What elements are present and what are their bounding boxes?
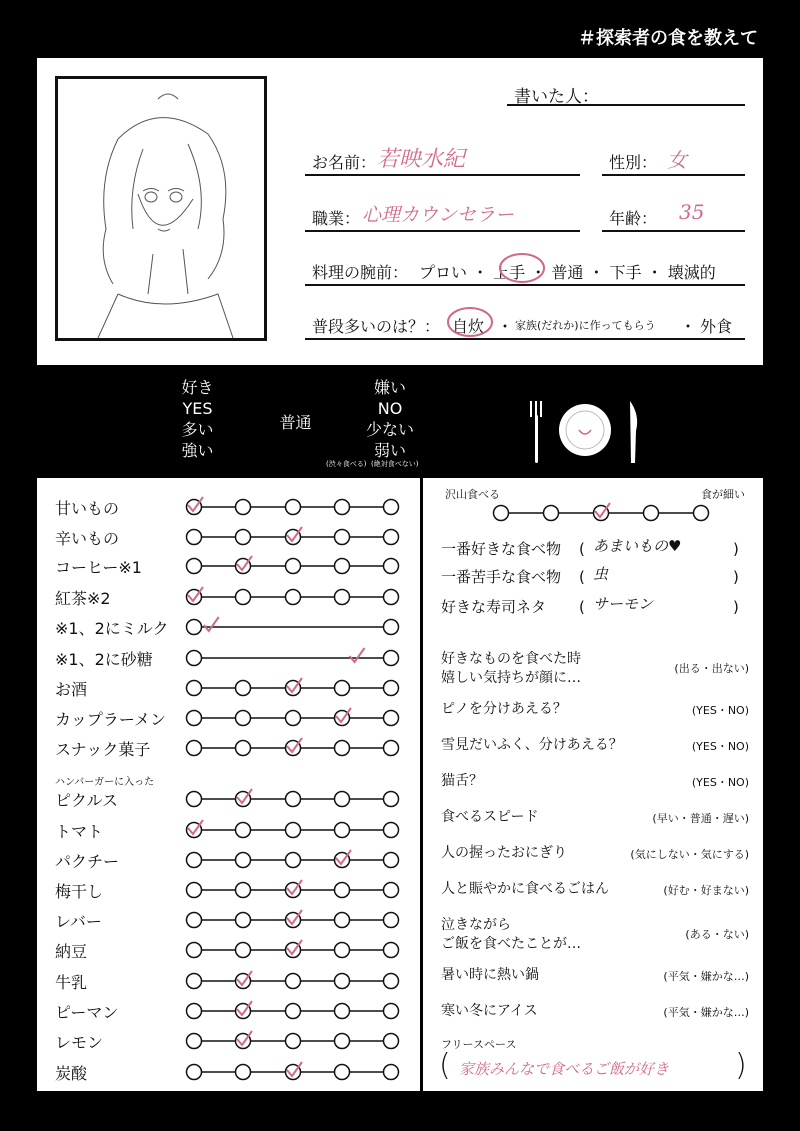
scale-row-16 bbox=[187, 971, 399, 989]
plate-cutlery-icon bbox=[525, 395, 655, 465]
appetite-scale-right-label: 食が細い bbox=[701, 488, 745, 501]
scale-row-label: カップラーメン bbox=[55, 710, 167, 729]
meal-label: 普段多いのは？： bbox=[312, 317, 441, 336]
legend-right-line-1: 嫌い bbox=[373, 378, 406, 397]
portrait-frame bbox=[55, 76, 267, 341]
scale-option-3[interactable] bbox=[286, 1034, 301, 1049]
scale-option-5[interactable] bbox=[384, 913, 399, 928]
free-space-bracket-right: ) bbox=[735, 1048, 747, 1083]
scale-row-label: 炭酸 bbox=[55, 1064, 88, 1083]
scale-row-9 bbox=[187, 738, 399, 756]
question-options[interactable]: (YES・NO) bbox=[691, 776, 749, 789]
legend bbox=[0, 365, 800, 477]
job-label: 職業： bbox=[312, 209, 361, 228]
scale-row-8 bbox=[187, 708, 399, 726]
scale-option-1[interactable] bbox=[187, 559, 202, 574]
questions-panel bbox=[423, 478, 763, 1091]
question-label: 寒い冬にアイス bbox=[441, 1003, 538, 1019]
scale-option-5[interactable] bbox=[384, 943, 399, 958]
appetite-option-4[interactable] bbox=[644, 506, 659, 521]
meal-option-eatout: 外食 bbox=[700, 317, 733, 336]
writer-underline bbox=[507, 104, 745, 106]
scale-option-3[interactable] bbox=[286, 823, 301, 838]
gender-label: 性別： bbox=[609, 153, 658, 172]
question-label: 人の握ったおにぎり bbox=[441, 845, 567, 861]
scale-option-1[interactable] bbox=[187, 883, 202, 898]
scale-row-label: 辛いもの bbox=[55, 529, 120, 548]
scale-option-4[interactable] bbox=[335, 1065, 350, 1080]
question-label: 暑い時に熱い鍋 bbox=[441, 967, 539, 983]
scale-row-label: ※1、2に砂糖 bbox=[55, 650, 153, 669]
scale-option-1[interactable] bbox=[187, 530, 202, 545]
question-label: 食べるスピード bbox=[441, 809, 539, 825]
favorite-bracket-open: ( bbox=[579, 598, 585, 616]
scale-option-5[interactable] bbox=[384, 1034, 399, 1049]
scale-row-4 bbox=[187, 587, 399, 605]
scale-option-4[interactable] bbox=[335, 741, 350, 756]
scale-row-10 bbox=[187, 789, 399, 807]
favorite-bracket-open: ( bbox=[579, 568, 585, 586]
scale-row-label: トマト bbox=[55, 822, 104, 841]
scale-row-label: レバー bbox=[55, 912, 102, 931]
scale-row-13 bbox=[187, 880, 399, 898]
legend-left-line-3: 多い bbox=[181, 420, 214, 439]
favorite-bracket-close: ) bbox=[733, 598, 739, 616]
cooking-selected-circle bbox=[497, 251, 547, 285]
favorite-label: 好きな寿司ネタ bbox=[441, 598, 547, 616]
scale-row-label: 牛乳 bbox=[55, 973, 88, 992]
scale-option-5[interactable] bbox=[384, 711, 399, 726]
job-value: 心理カウンセラー bbox=[362, 204, 515, 226]
question-label: 雪見だいふく、分けあえる？ bbox=[441, 737, 623, 753]
free-space-bracket-left: ( bbox=[439, 1048, 451, 1083]
scale-row-5 bbox=[187, 617, 399, 635]
scale-option-2[interactable] bbox=[236, 913, 251, 928]
scale-option-5[interactable] bbox=[384, 590, 399, 605]
scale-row-12 bbox=[187, 850, 399, 868]
scale-option-3[interactable] bbox=[286, 1004, 301, 1019]
question-options[interactable]: (YES・NO) bbox=[691, 704, 749, 717]
scale-end-left[interactable] bbox=[187, 620, 202, 635]
scale-row-17 bbox=[187, 1001, 399, 1019]
scale-row-11 bbox=[187, 820, 399, 838]
legend-right-line-4: 弱い bbox=[373, 441, 406, 460]
question-options[interactable]: (早い・普通・遅い) bbox=[652, 812, 749, 825]
scale-row-18 bbox=[187, 1031, 399, 1049]
favorite-bracket-close: ) bbox=[733, 568, 739, 586]
scale-row-7 bbox=[187, 678, 399, 696]
scale-option-2[interactable] bbox=[236, 741, 251, 756]
question-options[interactable]: (平気・嫌かな…) bbox=[663, 1006, 749, 1019]
age-underline bbox=[602, 230, 745, 232]
meal-selected-circle bbox=[445, 305, 495, 339]
scale-option-2[interactable] bbox=[236, 711, 251, 726]
appetite-option-1[interactable] bbox=[494, 506, 509, 521]
scale-row-14 bbox=[187, 910, 399, 928]
favorite-value: サーモン bbox=[593, 595, 654, 613]
scale-option-5[interactable] bbox=[384, 681, 399, 696]
scale-option-1[interactable] bbox=[187, 913, 202, 928]
legend-right-line-2: NO bbox=[377, 399, 403, 418]
scale-row-15 bbox=[187, 940, 399, 958]
age-value: 35 bbox=[679, 200, 705, 224]
free-space-label: フリースペース bbox=[441, 1038, 517, 1051]
scale-option-5[interactable] bbox=[384, 741, 399, 756]
meal-sep-1: ・ bbox=[497, 317, 514, 336]
scale-row-sublabel: ハンバーガーに入った bbox=[55, 777, 155, 788]
scale-row-label: コーヒー※1 bbox=[55, 558, 142, 577]
meal-option-family: 家族(だれか)に作ってもらう bbox=[515, 319, 656, 332]
age-label: 年齢： bbox=[609, 209, 658, 228]
scale-row-label: 紅茶※2 bbox=[55, 589, 111, 608]
scale-option-1[interactable] bbox=[187, 1004, 202, 1019]
scale-option-1[interactable] bbox=[187, 792, 202, 807]
scale-row-label: お酒 bbox=[55, 680, 88, 699]
scale-option-4[interactable] bbox=[335, 681, 350, 696]
scale-row-3 bbox=[187, 556, 399, 574]
question-label: 泣きながら ご飯を食べたことが… bbox=[441, 917, 581, 952]
scale-row-1 bbox=[187, 497, 399, 515]
name-value: 若映水紀 bbox=[377, 147, 466, 172]
job-underline bbox=[305, 230, 580, 232]
scale-option-2[interactable] bbox=[236, 530, 251, 545]
question-options[interactable]: (YES・NO) bbox=[691, 740, 749, 753]
scale-option-5[interactable] bbox=[384, 883, 399, 898]
scale-end-right[interactable] bbox=[384, 620, 399, 635]
scale-option-4[interactable] bbox=[335, 1004, 350, 1019]
scale-option-5[interactable] bbox=[384, 974, 399, 989]
scale-option-1[interactable] bbox=[187, 711, 202, 726]
question-options[interactable]: (ある・ない) bbox=[685, 928, 749, 941]
scale-option-2[interactable] bbox=[236, 681, 251, 696]
scale-row-label: レモン bbox=[55, 1033, 104, 1052]
scale-option-2[interactable] bbox=[236, 943, 251, 958]
cooking-label: 料理の腕前： bbox=[312, 263, 409, 282]
scale-end-right[interactable] bbox=[384, 651, 399, 666]
scale-row-2 bbox=[187, 527, 399, 545]
appetite-scale-left-label: 沢山食べる bbox=[445, 488, 500, 501]
scale-option-4[interactable] bbox=[335, 883, 350, 898]
scale-option-4[interactable] bbox=[335, 974, 350, 989]
scale-option-4[interactable] bbox=[335, 530, 350, 545]
gender-value: 女 bbox=[667, 148, 687, 172]
scale-row-label: ピーマン bbox=[55, 1003, 119, 1022]
meal-option-self: 自炊 bbox=[452, 317, 485, 336]
question-label: 好きなものを食べた時 嬉しい気持ちが顔に… bbox=[441, 651, 581, 686]
question-options[interactable]: (気にしない・気にする) bbox=[630, 848, 749, 861]
scale-option-4[interactable] bbox=[335, 559, 350, 574]
scale-row-19 bbox=[187, 1062, 399, 1080]
scale-option-3[interactable] bbox=[286, 559, 301, 574]
legend-note-right: (絶対食べない) bbox=[371, 460, 419, 468]
scale-option-5[interactable] bbox=[384, 792, 399, 807]
meal-sep-2: ・ bbox=[680, 317, 697, 336]
appetite-option-5[interactable] bbox=[694, 506, 709, 521]
scale-option-5[interactable] bbox=[384, 559, 399, 574]
scale-row-label: ピクルス bbox=[55, 791, 119, 810]
scale-option-4[interactable] bbox=[335, 913, 350, 928]
scale-option-2[interactable] bbox=[236, 1065, 251, 1080]
scale-row-label: 納豆 bbox=[55, 942, 88, 961]
scale-option-5[interactable] bbox=[384, 1004, 399, 1019]
favorite-bracket-close: ) bbox=[733, 540, 739, 558]
scale-option-3[interactable] bbox=[286, 711, 301, 726]
scale-option-3[interactable] bbox=[286, 590, 301, 605]
scale-end-left[interactable] bbox=[187, 651, 202, 666]
scale-option-2[interactable] bbox=[236, 883, 251, 898]
favorite-label: 一番好きな食べ物 bbox=[441, 540, 562, 558]
hashtag-title: ＃探索者の食を教えて bbox=[578, 28, 758, 49]
legend-left bbox=[170, 377, 225, 461]
scale-row-label: ※1、2にミルク bbox=[55, 619, 169, 638]
gender-underline bbox=[602, 174, 745, 176]
scale-option-4[interactable] bbox=[335, 590, 350, 605]
scale-option-2[interactable] bbox=[236, 500, 251, 515]
scale-option-1[interactable] bbox=[187, 1065, 202, 1080]
character-sketch-image bbox=[58, 79, 264, 338]
question-label: 人と賑やかに食べるごはん bbox=[441, 881, 609, 897]
question-options[interactable]: (好む・好まない) bbox=[663, 884, 749, 897]
scale-option-4[interactable] bbox=[335, 1034, 350, 1049]
scale-option-1[interactable] bbox=[187, 974, 202, 989]
name-label: お名前： bbox=[312, 153, 377, 172]
scale-option-1[interactable] bbox=[187, 943, 202, 958]
scale-option-5[interactable] bbox=[384, 500, 399, 515]
scale-option-5[interactable] bbox=[384, 853, 399, 868]
cooking-underline bbox=[305, 284, 745, 286]
scale-row-label: 甘いもの bbox=[55, 499, 120, 518]
scale-option-2[interactable] bbox=[236, 823, 251, 838]
legend-left-line-2: YES bbox=[182, 399, 213, 418]
scale-option-3[interactable] bbox=[286, 500, 301, 515]
legend-note-left: (渋々食べる) bbox=[326, 460, 367, 468]
appetite-option-2[interactable] bbox=[544, 506, 559, 521]
writer-label: 書いた人： bbox=[514, 87, 599, 107]
preference-scales-panel bbox=[37, 478, 420, 1091]
check-mark-icon bbox=[350, 648, 365, 662]
favorite-value: あまいもの♥ bbox=[593, 537, 682, 555]
scale-option-5[interactable] bbox=[384, 823, 399, 838]
scale-option-1[interactable] bbox=[187, 681, 202, 696]
check-mark-icon bbox=[204, 617, 219, 631]
question-label: ピノを分けあえる？ bbox=[441, 701, 567, 717]
favorite-bracket-open: ( bbox=[579, 540, 585, 558]
cooking-options: プロい ・ 上手 ・ 普通 ・ 下手 ・ 壊滅的 bbox=[419, 263, 716, 282]
scale-row-label: スナック菓子 bbox=[55, 740, 151, 759]
legend-middle: 普通 bbox=[279, 413, 312, 432]
scale-option-4[interactable] bbox=[335, 823, 350, 838]
scale-row-6 bbox=[187, 648, 399, 666]
legend-right-line-3: 少ない bbox=[365, 420, 414, 439]
scale-option-2[interactable] bbox=[236, 590, 251, 605]
question-label: 猫舌？ bbox=[441, 773, 483, 789]
scale-option-5[interactable] bbox=[384, 530, 399, 545]
scale-row-label: パクチー bbox=[55, 852, 120, 871]
question-options[interactable]: (平気・嫌かな…) bbox=[663, 970, 749, 983]
scale-option-4[interactable] bbox=[335, 792, 350, 807]
favorite-label: 一番苦手な食べ物 bbox=[441, 568, 562, 586]
name-underline bbox=[305, 174, 580, 176]
scale-row-label: 梅干し bbox=[55, 882, 104, 901]
favorite-value: 虫 bbox=[593, 565, 609, 583]
scale-option-3[interactable] bbox=[286, 853, 301, 868]
legend-left-line-4: 強い bbox=[181, 441, 214, 460]
legend-left-line-1: 好き bbox=[181, 378, 214, 397]
scale-option-1[interactable] bbox=[187, 1034, 202, 1049]
scale-option-2[interactable] bbox=[236, 853, 251, 868]
scale-option-1[interactable] bbox=[187, 853, 202, 868]
scale-option-3[interactable] bbox=[286, 974, 301, 989]
profile-panel bbox=[37, 58, 763, 365]
scale-option-5[interactable] bbox=[384, 1065, 399, 1080]
scale-option-3[interactable] bbox=[286, 792, 301, 807]
question-options[interactable]: (出る・出ない) bbox=[674, 662, 749, 675]
meal-underline bbox=[305, 338, 745, 340]
scale-option-4[interactable] bbox=[335, 500, 350, 515]
scale-option-4[interactable] bbox=[335, 943, 350, 958]
free-space-text: 家族みんなで食べるご飯が好き bbox=[459, 1060, 670, 1078]
scale-option-1[interactable] bbox=[187, 741, 202, 756]
legend-right bbox=[360, 377, 420, 461]
